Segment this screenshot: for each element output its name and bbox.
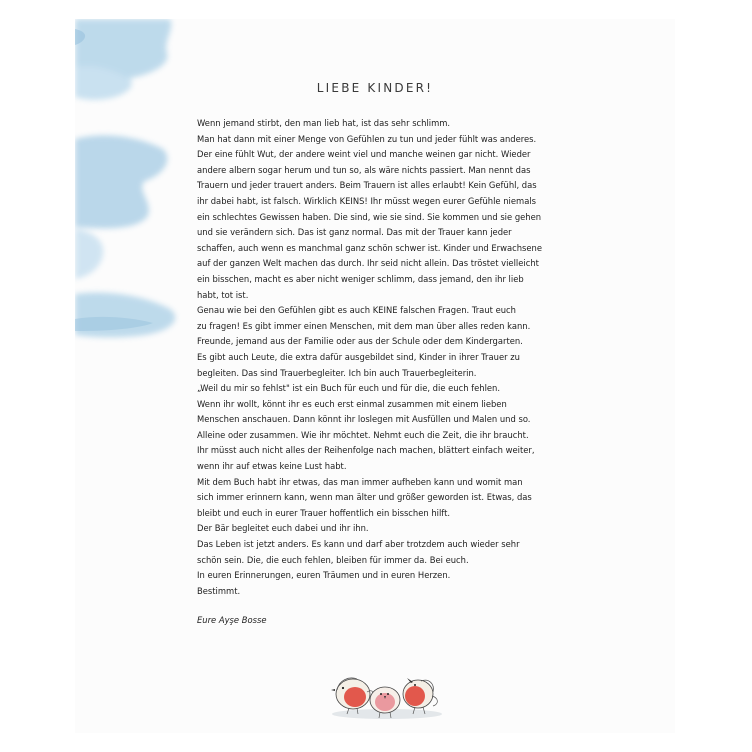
letter-line: auf der ganzen Welt machen das durch. Ihr seid nicht allein. Das tröstet vielleicht	[197, 258, 539, 269]
letter-line: Genau wie bei den Gefühlen gibt es auch KEINE falschen Fragen. Traut euch	[197, 305, 516, 316]
robin-birds-illustration	[325, 664, 450, 724]
letter-line: begleiten. Das sind Trauerbegleiter. Ich bin auch Trauerbegleiterin.	[197, 367, 477, 378]
letter-body	[197, 116, 617, 599]
watercolor-wash	[75, 19, 205, 419]
letter-line: ein schlechtes Gewissen haben. Die sind, wie sie sind. Sie kommen und sie gehen	[197, 211, 542, 222]
letter-line: Es gibt auch Leute, die extra dafür ausgebildet sind, Kinder in ihrer Trauer zu	[197, 351, 520, 362]
letter-line: Ihr müsst auch nicht alles der Reihenfolge nach machen, blättert einfach weiter,	[197, 445, 535, 456]
letter-line: wenn ihr auf etwas keine Lust habt.	[197, 461, 347, 472]
letter-line: habt, tot ist.	[197, 289, 249, 300]
page-title: LIEBE KINDER!	[316, 81, 434, 95]
letter-line: Alleine oder zusammen. Wie ihr möchtet. Nehmt euch die Zeit, die ihr braucht.	[197, 429, 529, 440]
letter-line: sich immer erinnern kann, wenn man älter und größer geworden ist. Etwas, das	[197, 492, 532, 503]
letter-line: Freunde, jemand aus der Familie oder aus der Schule oder dem Kindergarten.	[197, 336, 523, 347]
letter-line: ein bisschen, macht es aber nicht weniger schlimm, dass jemand, den ihr lieb	[197, 273, 524, 284]
letter-line: schaffen, auch wenn es manchmal ganz schön schwer ist. Kinder und Erwachsene	[197, 242, 542, 253]
letter-line: Das Leben ist jetzt anders. Es kann und darf aber trotzdem auch wieder sehr	[197, 539, 520, 550]
letter-line: Wenn jemand stirbt, den man lieb hat, ist das sehr schlimm.	[197, 118, 451, 128]
letter-line: Trauern und jeder trauert anders. Beim Trauern ist alles erlaubt! Kein Gefühl, das	[197, 180, 537, 191]
letter-line: andere albern sogar herum und tun so, als wäre nichts passiert. Man nennt das	[197, 164, 531, 175]
letter-line: „Weil du mir so fehlst" ist ein Buch für euch und für die, die euch fehlen.	[197, 383, 501, 394]
letter-line: schön sein. Die, die euch fehlen, bleiben für immer da. Bei euch.	[197, 554, 469, 565]
letter-line: ihr dabei habt, ist falsch. Wirklich KEINS! Ihr müsst wegen eurer Gefühle niemals	[197, 195, 537, 206]
letter-line: zu fragen! Es gibt immer einen Menschen, mit dem man über alles reden kann.	[197, 320, 531, 331]
book-page	[75, 19, 675, 733]
letter-line: In euren Erinnerungen, euren Träumen und in euren Herzen.	[197, 570, 451, 581]
letter-line: und sie verändern sich. Das ist ganz normal. Das mit der Trauer kann jeder	[197, 227, 512, 238]
letter-line: Wenn ihr wollt, könnt ihr es euch erst einmal zusammen mit einem lieben	[197, 398, 507, 409]
letter-line: Der Bär begleitet euch dabei und ihr ihn.	[197, 523, 369, 534]
robin-bird-right-icon	[403, 678, 437, 714]
letter-line: Bestimmt.	[197, 585, 241, 596]
letter-line: Menschen anschauen. Dann könnt ihr loslegen mit Ausfüllen und Malen und so.	[197, 414, 531, 425]
robin-bird-left-icon	[331, 678, 373, 714]
letter-line: Man hat dann mit einer Menge von Gefühlen zu tun und jeder fühlt was anderes.	[197, 133, 537, 144]
letter-line: bleibt und euch in eurer Trauer hoffentlich ein bisschen hilft.	[197, 507, 451, 518]
letter-line: Mit dem Buch habt ihr etwas, das man immer aufheben kann und womit man	[197, 476, 523, 487]
signature: Eure Ayşe Bosse	[197, 615, 267, 625]
letter-line: Der eine fühlt Wut, der andere weint viel und manche weinen gar nicht. Wieder	[197, 149, 531, 160]
